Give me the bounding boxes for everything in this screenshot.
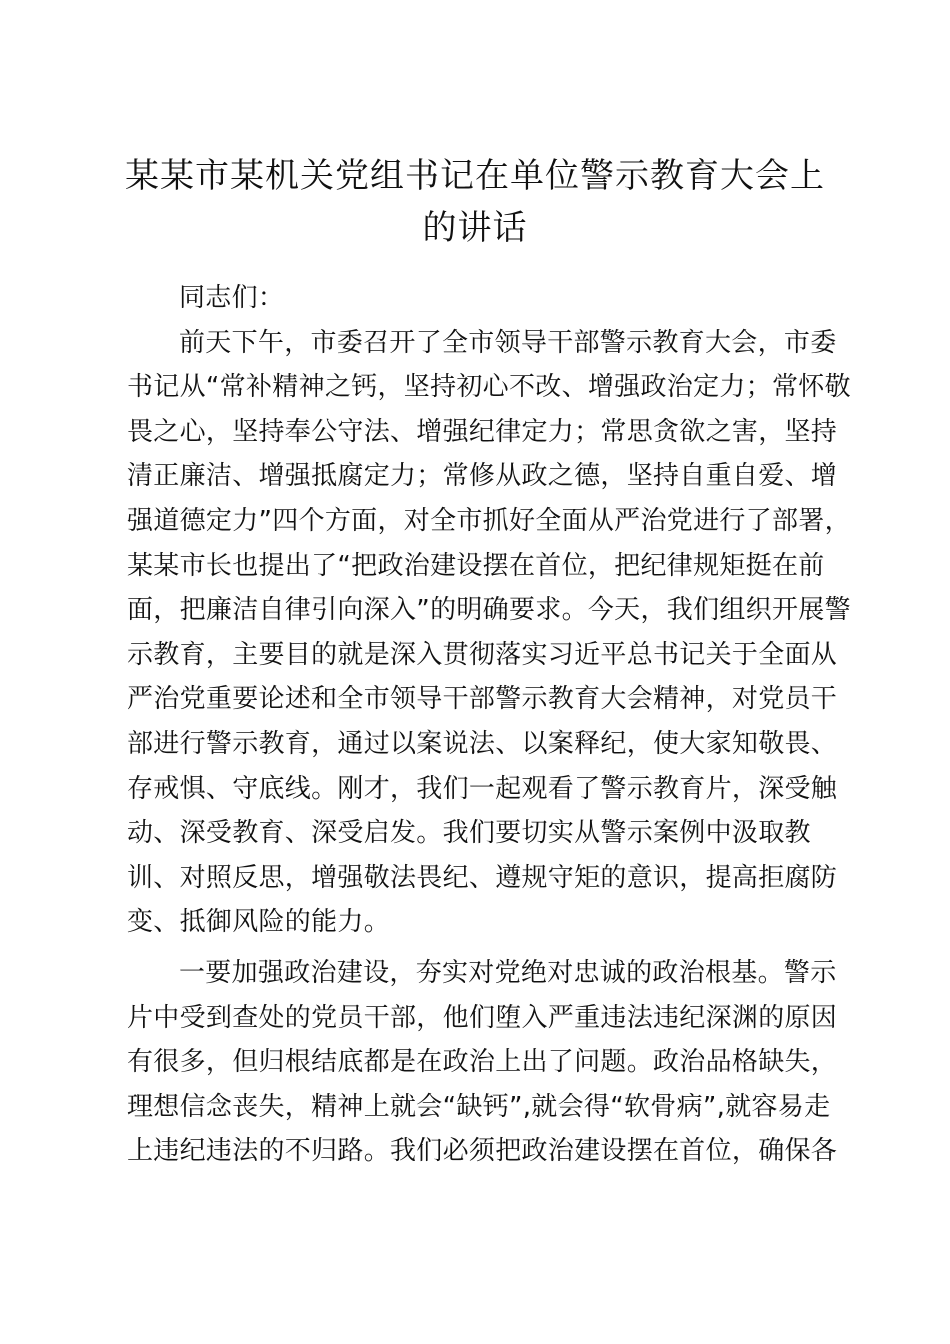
paragraph-line: 变、抵御风险的能力。 (127, 907, 391, 938)
salutation: 同志们： (179, 283, 285, 313)
paragraph-line: 面，把廉洁自律引向深入”的明确要求。今天，我们组织开展警 (127, 595, 851, 626)
document-body (127, 276, 851, 1174)
paragraph-2 (127, 951, 838, 1174)
paragraph-line: 理想信念丧失，精神上就会“缺钙”,就会得“软骨病”,就容易走 (127, 1091, 831, 1122)
document-title (118, 150, 832, 254)
paragraph-line: 严治党重要论述和全市领导干部警示教育大会精神，对党员干 (127, 684, 838, 715)
paragraph-line: 部进行警示教育，通过以案说法、以案释纪，使大家知敬畏、 (127, 728, 838, 759)
paragraph-line: 清正廉洁、增强抵腐定力；常修从政之德，坚持自重自爱、增 (127, 461, 838, 492)
title-line: 某某市某机关党组书记在单位警示教育大会上 (125, 156, 825, 196)
paragraph-line: 前天下午，市委召开了全市领导干部警示教育大会，市委 (179, 327, 837, 358)
paragraph-line: 示教育，主要目的就是深入贯彻落实习近平总书记关于全面从 (127, 639, 838, 670)
paragraph-1 (127, 321, 851, 945)
paragraph-line: 畏之心，坚持奉公守法、增强纪律定力；常思贪欲之害，坚持 (127, 416, 838, 447)
paragraph-line: 强道德定力”四个方面，对全市抓好全面从严治党进行了部署， (127, 505, 851, 536)
paragraph-line: 训、对照反思，增强敬法畏纪、遵规守矩的意识，提高拒腐防 (127, 862, 838, 893)
paragraph-line: 上违纪违法的不归路。我们必须把政治建设摆在首位，确保各 (127, 1136, 838, 1167)
paragraph-line: 一要加强政治建设，夯实对党绝对忠诚的政治根基。警示 (179, 957, 837, 988)
paragraph-line: 存戒惧、守底线。刚才，我们一起观看了警示教育片，深受触 (127, 773, 838, 804)
paragraph-line: 有很多，但归根结底都是在政治上出了问题。政治品格缺失， (127, 1047, 838, 1078)
paragraph-line: 片中受到查处的党员干部，他们堕入严重违法违纪深渊的原因 (127, 1002, 838, 1033)
paragraph-line: 某某市长也提出了“把政治建设摆在首位，把纪律规矩挺在前 (127, 550, 825, 581)
paragraph-line: 动、深受教育、深受启发。我们要切实从警示案例中汲取教 (127, 818, 811, 849)
paragraph-line: 书记从“常补精神之钙，坚持初心不改、增强政治定力；常怀敬 (127, 372, 851, 403)
title-line: 的讲话 (422, 208, 528, 248)
